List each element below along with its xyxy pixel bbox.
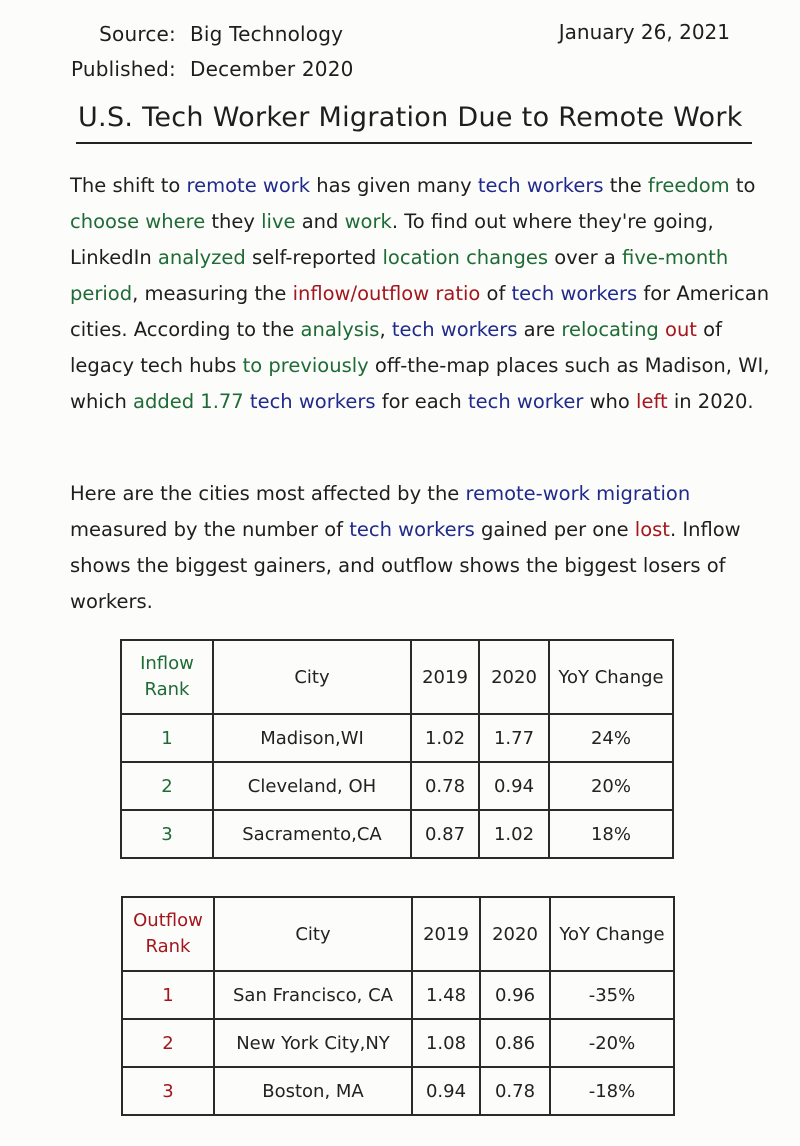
highlighted-phrase: to previously xyxy=(242,354,369,377)
text-segment: of xyxy=(480,282,512,305)
city-cell: Cleveland, OH xyxy=(213,762,411,810)
text-segment: The shift to xyxy=(70,174,187,197)
text-segment: Here are the cities most affected by the xyxy=(70,482,466,505)
city-header: City xyxy=(213,640,411,714)
highlighted-phrase: tech workers xyxy=(477,174,604,197)
highlighted-phrase: tech worker xyxy=(467,390,584,413)
highlighted-phrase: remote work xyxy=(186,174,311,197)
highlighted-phrase: left xyxy=(636,390,668,413)
text-segment: in 2020. xyxy=(667,390,754,413)
highlighted-phrase: analyzed xyxy=(157,246,246,269)
text-segment: measured by the number of xyxy=(70,518,350,541)
text-segment: gained per one xyxy=(474,518,635,541)
value-2019-cell: 0.78 xyxy=(411,762,479,810)
text-segment: has given many xyxy=(310,174,478,197)
published-label: Published: xyxy=(70,57,176,81)
rank-cell: 2 xyxy=(121,762,213,810)
city-cell: New York City,NY xyxy=(214,1019,412,1067)
text-segment: and xyxy=(295,210,345,233)
intro-paragraph xyxy=(70,168,770,420)
source-line xyxy=(66,22,343,46)
yoy-cell: -20% xyxy=(550,1019,674,1067)
value-2019-cell: 1.02 xyxy=(411,714,479,762)
highlighted-phrase: location changes xyxy=(382,246,548,269)
highlighted-phrase: relocating xyxy=(561,318,659,341)
rank-cell: 3 xyxy=(122,1067,214,1115)
page-title: U.S. Tech Worker Migration Due to Remote Work xyxy=(78,102,743,133)
value-2019-cell: 0.87 xyxy=(411,810,479,858)
title-underline xyxy=(76,142,752,144)
table-row xyxy=(122,1019,674,1067)
yoy-header: YoY Change xyxy=(550,897,674,971)
text-segment: to xyxy=(729,174,756,197)
highlighted-phrase: tech workers xyxy=(249,390,376,413)
highlighted-phrase: tech workers xyxy=(511,282,638,305)
text-segment: self-reported xyxy=(245,246,383,269)
text-segment: they xyxy=(205,210,262,233)
table-row xyxy=(121,714,673,762)
highlighted-phrase: five-month period xyxy=(70,246,729,305)
value-2019-cell: 1.08 xyxy=(412,1019,480,1067)
rank-cell: 3 xyxy=(121,810,213,858)
rank-header xyxy=(121,640,213,714)
rank-header xyxy=(122,897,214,971)
table-header-row xyxy=(121,640,673,714)
rank-header-line1: Inflow xyxy=(140,653,194,674)
highlighted-phrase: analysis xyxy=(300,318,380,341)
text-segment: are xyxy=(517,318,562,341)
text-segment: , xyxy=(379,318,392,341)
value-2019-cell: 0.94 xyxy=(412,1067,480,1115)
highlighted-phrase: lost xyxy=(634,518,670,541)
table-row xyxy=(121,762,673,810)
rank-header-line1: Outflow xyxy=(133,910,203,931)
table-header-row xyxy=(122,897,674,971)
value-2020-cell: 0.96 xyxy=(480,971,550,1019)
rank-header-line2: Rank xyxy=(144,679,190,700)
highlighted-phrase: choose where xyxy=(70,210,206,233)
published-value: December 2020 xyxy=(190,57,354,81)
highlighted-phrase: freedom xyxy=(647,174,730,197)
text-segment: for American cities. According to the xyxy=(70,282,770,341)
highlighted-phrase: added 1.77 xyxy=(133,390,244,413)
table-row xyxy=(122,1067,674,1115)
value-2020-cell: 0.78 xyxy=(480,1067,550,1115)
yoy-cell: 18% xyxy=(549,810,673,858)
year-2020-header: 2020 xyxy=(479,640,549,714)
outflow-table xyxy=(121,896,675,1116)
text-segment: off-the-map places such as Madison, WI, which xyxy=(70,354,770,413)
source-label: Source: xyxy=(99,22,176,46)
yoy-cell: -18% xyxy=(550,1067,674,1115)
value-2020-cell: 1.77 xyxy=(479,714,549,762)
yoy-cell: -35% xyxy=(550,971,674,1019)
city-cell: Boston, MA xyxy=(214,1067,412,1115)
text-segment: . To find out where they're going, LinkedIn xyxy=(70,210,714,269)
rank-cell: 2 xyxy=(122,1019,214,1067)
rank-cell: 1 xyxy=(122,971,214,1019)
yoy-header: YoY Change xyxy=(549,640,673,714)
text-segment: who xyxy=(583,390,637,413)
value-2019-cell: 1.48 xyxy=(412,971,480,1019)
highlighted-phrase: out xyxy=(665,318,697,341)
value-2020-cell: 0.86 xyxy=(480,1019,550,1067)
text-segment: the xyxy=(603,174,648,197)
value-2020-cell: 1.02 xyxy=(479,810,549,858)
text-segment: , measuring the xyxy=(132,282,293,305)
table-row xyxy=(121,810,673,858)
city-cell: Madison,WI xyxy=(213,714,411,762)
text-segment: of legacy tech hubs xyxy=(70,318,722,377)
source-value: Big Technology xyxy=(190,22,344,46)
city-header: City xyxy=(214,897,412,971)
text-segment: . Inflow shows the biggest gainers, and outflow shows the biggest losers of workers. xyxy=(70,518,741,613)
published-line xyxy=(66,57,354,81)
text-segment: over a xyxy=(548,246,623,269)
rank-cell: 1 xyxy=(121,714,213,762)
year-2019-header: 2019 xyxy=(412,897,480,971)
rank-header-line2: Rank xyxy=(145,936,191,957)
highlighted-phrase: work xyxy=(344,210,392,233)
document-date: January 26, 2021 xyxy=(558,20,730,44)
inflow-table xyxy=(120,639,674,859)
highlighted-phrase: remote-work migration xyxy=(465,482,691,505)
highlighted-phrase: inflow/outflow ratio xyxy=(292,282,481,305)
city-cell: Sacramento,CA xyxy=(213,810,411,858)
text-segment: for each xyxy=(375,390,468,413)
yoy-cell: 24% xyxy=(549,714,673,762)
table-row xyxy=(122,971,674,1019)
year-2019-header: 2019 xyxy=(411,640,479,714)
explanation-paragraph xyxy=(70,476,770,620)
yoy-cell: 20% xyxy=(549,762,673,810)
highlighted-phrase: tech workers xyxy=(349,518,475,541)
year-2020-header: 2020 xyxy=(480,897,550,971)
highlighted-phrase: live xyxy=(261,210,296,233)
highlighted-phrase: tech workers xyxy=(391,318,518,341)
value-2020-cell: 0.94 xyxy=(479,762,549,810)
city-cell: San Francisco, CA xyxy=(214,971,412,1019)
